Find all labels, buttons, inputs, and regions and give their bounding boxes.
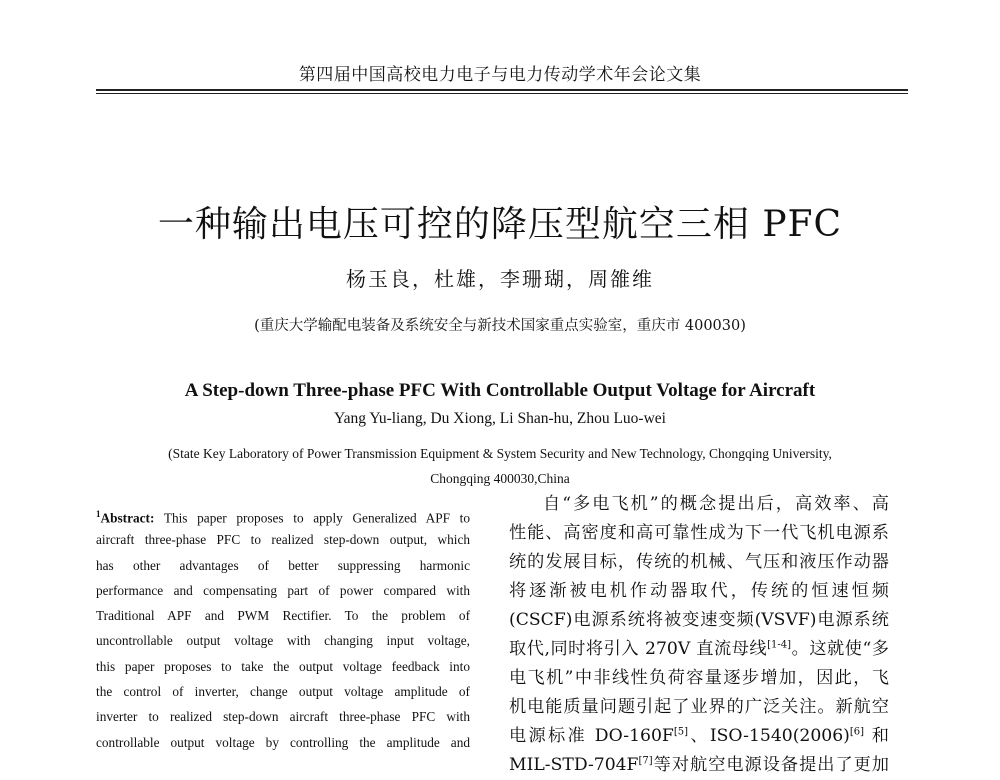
english-authors: Yang Yu-liang, Du Xiong, Li Shan-hu, Zhou Luo-wei: [334, 410, 666, 427]
abstract-line: controllable output voltage by controlling the amplitude and: [96, 734, 470, 750]
abstract-keyword: Abstract:: [100, 510, 155, 526]
intro-line: MIL-STD-704F[7]等对航空电源设备提出了更加: [509, 755, 889, 775]
introduction-column: [509, 490, 889, 780]
intro-line: 性能、高密度和高可靠性成为下一代飞机电源系: [509, 523, 889, 543]
english-affiliation-line: Chongqing 400030,China: [430, 471, 570, 486]
intro-line: 电源标准 DO-160F[5]、ISO-1540(2006)[6] 和: [509, 726, 889, 746]
intro-line: 将逐渐被电机作动器取代，传统的恒速恒频: [509, 581, 889, 601]
abstract-line: Traditional APF and PWM Rectifier. To the problem of: [96, 608, 470, 624]
header-rule: [96, 89, 908, 94]
abstract-column: [96, 502, 470, 755]
citation: [6]: [849, 726, 865, 738]
intro-line: 取代,同时将引入 270V 直流母线[1-4]。这就使“多: [509, 639, 889, 659]
citation: [7]: [638, 755, 653, 767]
chinese-authors: 杨玉良，杜雄，李珊瑚，周雒维: [346, 267, 654, 291]
intro-line: 统的发展目标，传统的机械、气压和液压作动器: [509, 552, 889, 572]
chinese-title: 一种输出电压可控的降压型航空三相 PFC: [157, 204, 843, 245]
intro-line: 电飞机”中非线性负荷容量逐步增加，因此，飞: [509, 668, 889, 688]
chinese-affiliation: (重庆大学输配电装备及系统安全与新技术国家重点实验室，重庆市 400030): [254, 318, 746, 334]
english-affiliation: [0, 441, 1000, 491]
abstract-line: this paper proposes to take the output voltage feedback into: [96, 658, 470, 674]
citation: [5]: [673, 726, 689, 738]
intro-line: (CSCF)电源系统将被变速变频(VSVF)电源系统: [509, 610, 889, 630]
english-affiliation-line: (State Key Laboratory of Power Transmission Equipment & System Security and New Technology, Chongqing University,: [168, 446, 832, 461]
abstract-line: performance and compensating part of power compared with: [96, 582, 470, 598]
footnote-mark: 1: [96, 509, 101, 519]
abstract-line: $^1$Abstract: This paper proposes to apply Generalized APF to: [96, 509, 470, 526]
abstract-line: the control of inverter, change output voltage amplitude of: [96, 684, 470, 700]
intro-line: 自“多电飞机”的概念提出后，高效率、高: [543, 494, 889, 514]
running-header: 第四届中国高校电力电子与电力传动学术年会论文集: [298, 65, 702, 85]
intro-line: 机电能质量问题引起了业界的广泛关注。新航空: [509, 697, 889, 717]
abstract-line: aircraft three-phase PFC to realized step-down output, which: [96, 532, 470, 548]
english-title: A Step-down Three-phase PFC With Controllable Output Voltage for Aircraft: [184, 380, 816, 401]
abstract-line: has other advantages of better suppressing harmonic: [96, 557, 470, 573]
abstract-line: uncontrollable output voltage with changing input voltage,: [96, 633, 470, 649]
abstract-line: inverter to realized step-down aircraft three-phase PFC with: [96, 709, 470, 725]
citation: [1-4]: [767, 639, 792, 651]
